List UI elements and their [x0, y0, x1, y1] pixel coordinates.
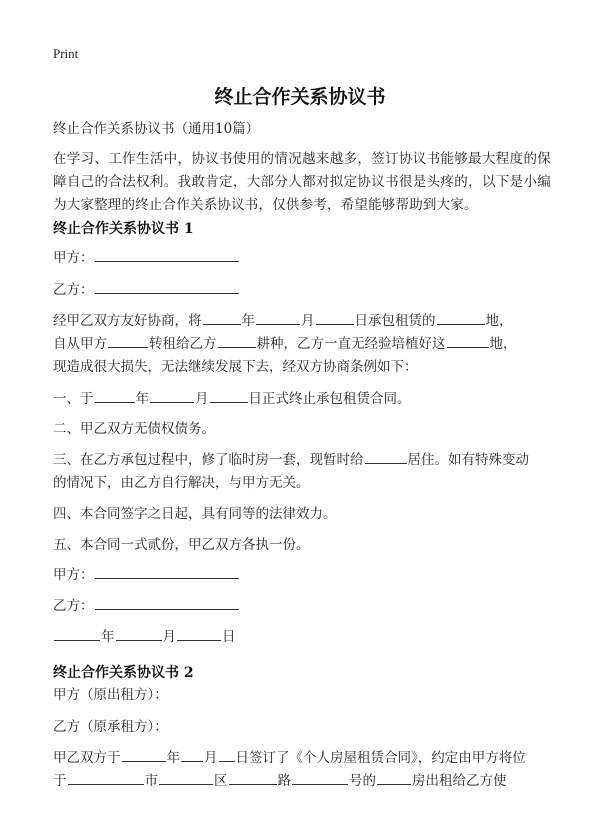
section-2-heading: 终止合作关系协议书 2: [53, 665, 194, 681]
body-line-2: [53, 332, 517, 356]
text-segment: 号的: [349, 773, 376, 789]
clause-3-line-2: 的情况下，由乙方自行解决，与甲方无关。: [53, 475, 310, 491]
section-1-heading: 终止合作关系协议书 1: [53, 221, 194, 237]
text-segment: 月: [301, 313, 315, 329]
text-segment: 年: [166, 750, 180, 766]
document-subtitle: 终止合作关系协议书（通用10篇）: [53, 121, 260, 137]
text-segment: 三、在乙方承包过程中，修了临时房一套，现暂时给: [53, 452, 364, 468]
blank: [203, 310, 241, 325]
blank: [177, 626, 221, 641]
blank: [108, 333, 148, 348]
blank: [95, 388, 135, 403]
blank: [122, 747, 166, 762]
date-line: [53, 625, 236, 649]
blank: [54, 626, 100, 641]
blank: [292, 770, 348, 785]
blank: [116, 626, 162, 641]
blank: [365, 449, 407, 464]
text-segment: 年: [101, 629, 115, 645]
clause-1: [53, 387, 411, 411]
sign-b-label: 乙方：: [53, 598, 94, 614]
body-line-1: [53, 309, 513, 333]
text-segment: 市: [144, 773, 158, 789]
text-segment: 居住。如有特殊变动: [407, 452, 529, 468]
party-b-line: [53, 278, 240, 302]
text-segment: 日: [222, 629, 236, 645]
text-segment: 月: [195, 391, 209, 407]
blank: [218, 333, 256, 348]
text-segment: 房出租给乙方使: [412, 773, 507, 789]
party-b-label: 乙方：: [53, 282, 94, 298]
clause-4: 四、本合同签字之日起，具有同等的法律效力。: [53, 506, 337, 522]
text-segment: 转租给乙方: [149, 336, 217, 352]
text-segment: 月: [204, 750, 218, 766]
text-segment: 日签订了《个人房屋租赁合同》，约定由甲方将位: [235, 750, 526, 766]
text-segment: 经甲乙双方友好协商，将: [53, 313, 202, 329]
party-a-lessor: 甲方（原出租方）：: [53, 687, 168, 703]
text-segment: 路: [277, 773, 291, 789]
text-segment: 年: [135, 391, 149, 407]
text-segment: 一、于: [53, 391, 94, 407]
text-segment: 甲乙双方于: [53, 750, 121, 766]
blank: [316, 310, 354, 325]
body-line-3: 现造成很大损失，无法继续发展下去，经双方协商条例如下：: [53, 359, 418, 375]
party-a-blank: [95, 247, 239, 262]
section-2-body-line-2: [53, 769, 507, 793]
text-segment: 月: [162, 629, 176, 645]
text-segment: 年: [241, 313, 255, 329]
blank: [159, 770, 213, 785]
text-segment: 耕种，乙方一直无经验培植好这: [256, 336, 446, 352]
clause-5: 五、本合同一式贰份，甲乙双方各执一份。: [53, 537, 310, 553]
text-segment: 地，: [485, 313, 513, 329]
section-2-body-line-1: [53, 746, 526, 770]
blank: [447, 333, 489, 348]
text-segment: 区: [214, 773, 228, 789]
blank: [181, 747, 203, 762]
text-segment: 日正式终止承包租赁合同。: [248, 391, 411, 407]
clause-2: 二、甲乙双方无债权债务。: [53, 421, 215, 437]
sign-b-line: [53, 594, 240, 618]
sign-a-label: 甲方：: [53, 567, 94, 583]
blank: [256, 310, 300, 325]
text-segment: 自从甲方: [53, 336, 107, 352]
sign-b-blank: [95, 595, 239, 610]
page-title: 终止合作关系协议书: [214, 86, 386, 108]
print-link[interactable]: Print: [53, 46, 79, 61]
blank: [219, 747, 235, 762]
blank: [68, 770, 144, 785]
intro-paragraph: 在学习、工作生活中，协议书使用的情况越来越多，签订协议书能够最大程度的保障自己的合法权利。我敢肯定，大部分人都对拟定协议书很是头疼的，以下是小编为大家整理的终止合作关系协议书，仅供参考，希望能够帮助到大家。: [53, 151, 551, 213]
clause-3-line-1: [53, 448, 529, 472]
party-a-label: 甲方：: [53, 250, 94, 266]
blank: [377, 770, 411, 785]
text-segment: 于: [53, 773, 67, 789]
text-segment: 日承包租赁的: [354, 313, 436, 329]
sign-a-blank: [95, 564, 239, 579]
blank: [229, 770, 277, 785]
party-a-line: [53, 246, 240, 270]
blank: [150, 388, 194, 403]
text-segment: 地，: [489, 336, 517, 352]
party-b-blank: [95, 279, 239, 294]
sign-a-line: [53, 563, 240, 587]
party-b-lessee: 乙方（原承租方）：: [53, 719, 168, 735]
blank: [437, 310, 485, 325]
blank: [210, 388, 248, 403]
